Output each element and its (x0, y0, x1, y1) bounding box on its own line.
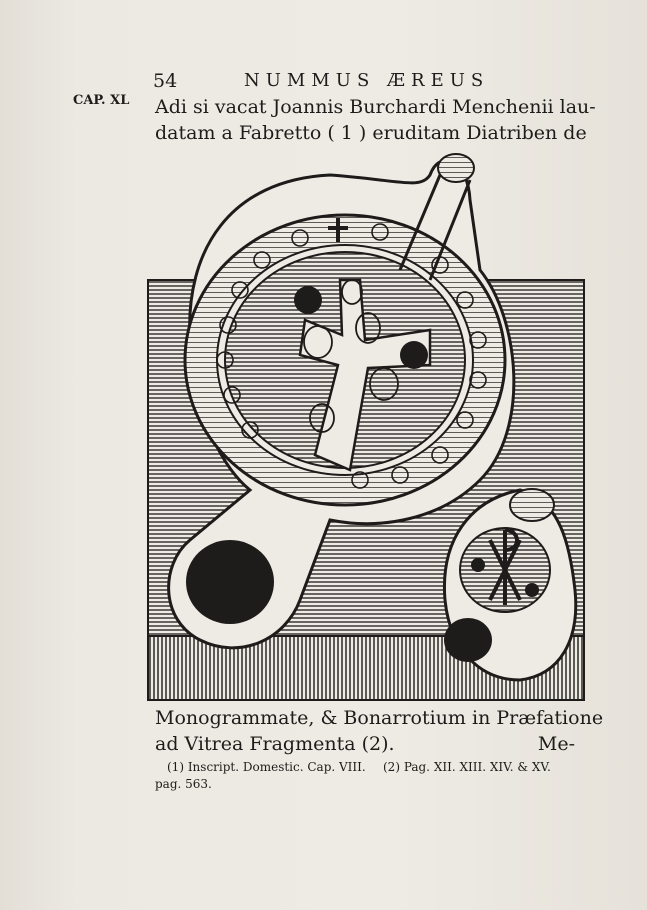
body-line-2: datam a Fabretto ( 1 ) eruditam Diatriben de (155, 122, 587, 144)
body-line-3: Monogrammate, & Bonarrotium in Præfatione (155, 707, 604, 729)
body-line-1: Adi si vacat Joannis Burchardi Menchenii lau- (155, 96, 596, 118)
small-wick-hole (444, 618, 492, 662)
footnote-1: (1) Inscript. Domestic. Cap. VIII. (167, 760, 366, 774)
dark-dot (294, 286, 322, 314)
dark-dot (400, 341, 428, 369)
body-line-4 (155, 732, 575, 756)
wick-hole (186, 540, 274, 624)
lamp-handle-tip (438, 154, 474, 182)
margin-note: CAP. XL (73, 93, 130, 108)
footnote-2: (2) Pag. XII. XIII. XIV. & XV. (383, 760, 551, 774)
body-line-4-left: ad Vitrea Fragmenta (2). (155, 733, 395, 755)
footnote-1-continuation: pag. 563. (155, 777, 212, 791)
catchword: Me- (537, 733, 575, 755)
running-title: NUMMUS ÆREUS (244, 70, 490, 91)
page-number: 54 (153, 70, 178, 92)
